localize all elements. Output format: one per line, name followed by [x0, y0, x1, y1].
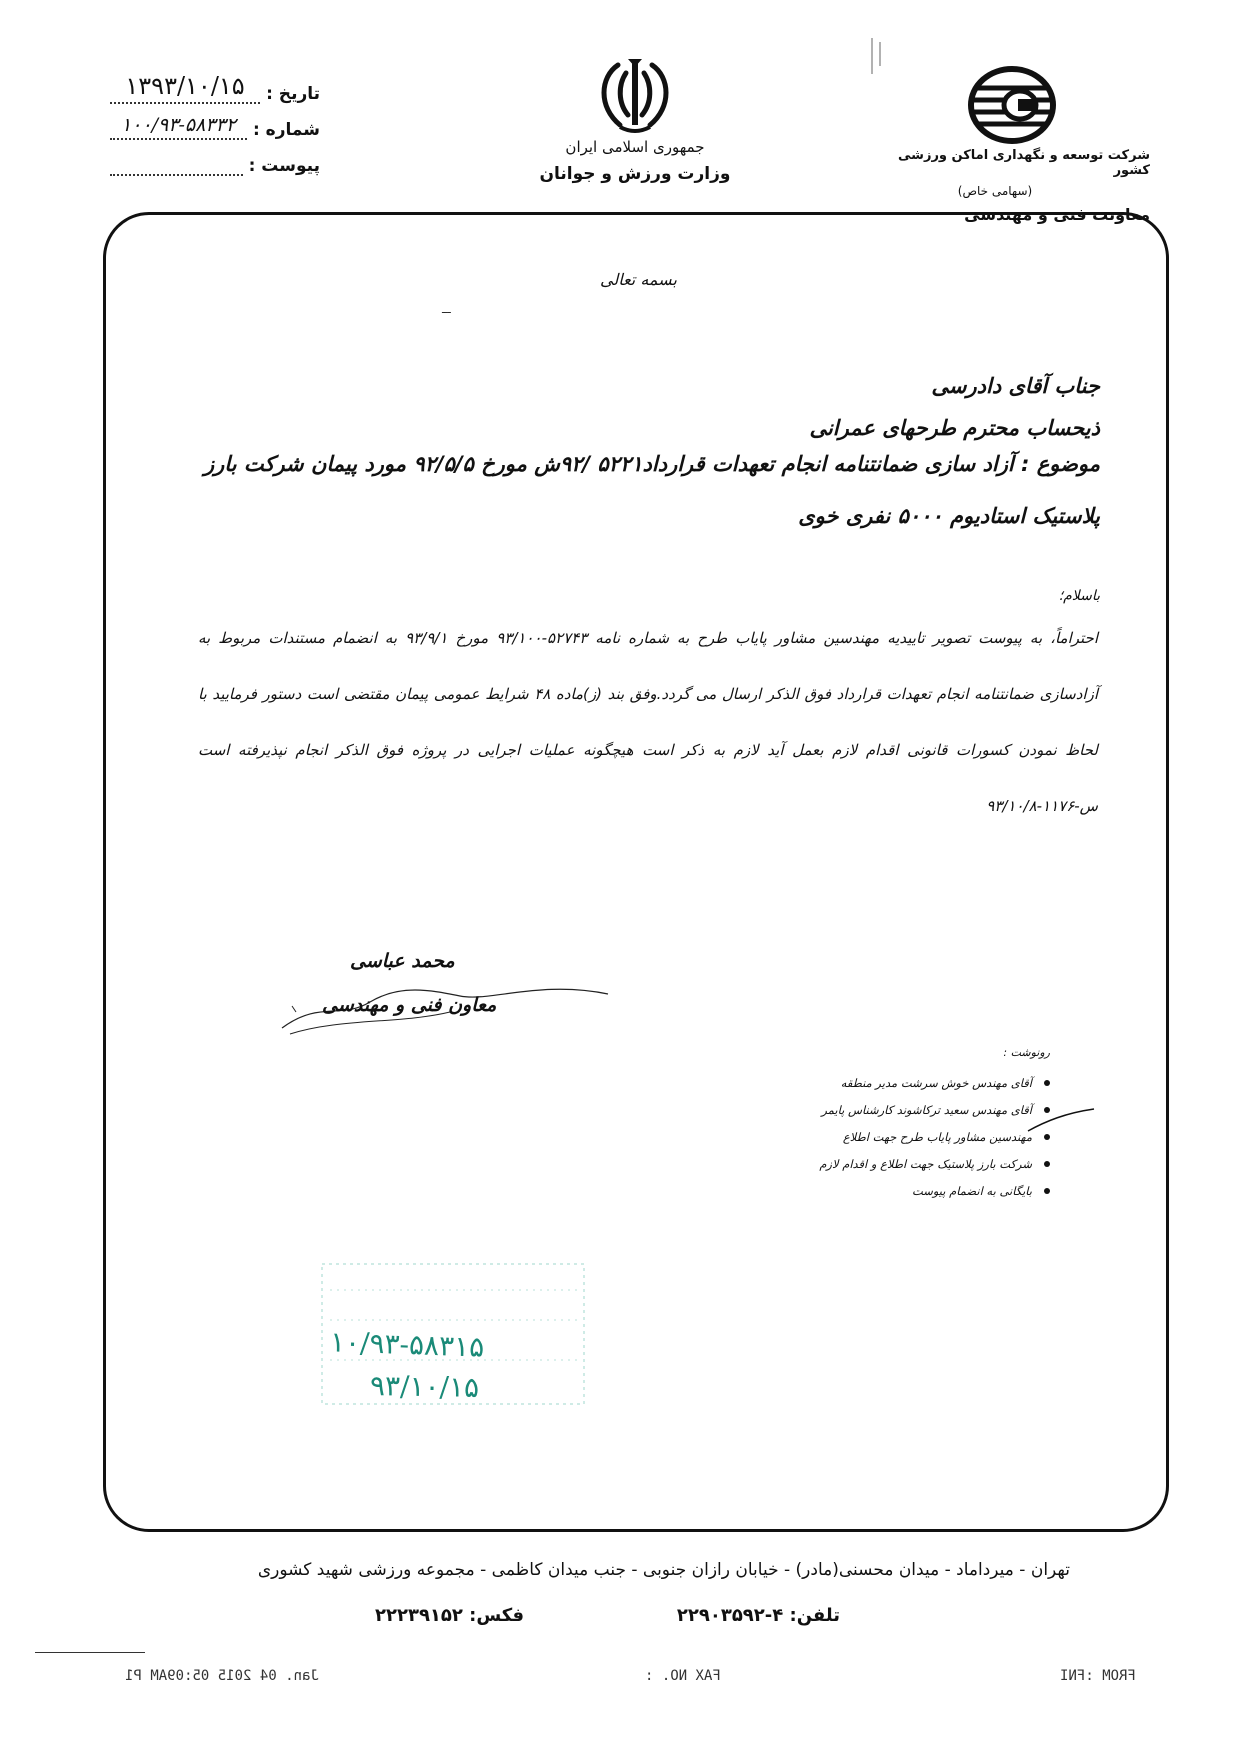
fax-timestamp: Jan. 04 2015 05:09AM P1	[125, 1668, 319, 1684]
check-mark-icon	[1026, 1105, 1096, 1135]
fax-divider	[35, 1652, 145, 1653]
recipient-name: جناب آقای دادرسی	[931, 374, 1100, 398]
number-value: ۱۰۰/۹۳-۵۸۳۳۲	[110, 114, 247, 140]
footer-fax: فکس: ۲۲۲۳۹۱۵۲	[375, 1605, 525, 1626]
attachment-label: پیوست :	[248, 156, 320, 176]
subject: موضوع : آزاد سازی ضمانتنامه انجام تعهدات قرارداد۵۲۲۱ /۹۲ش مورخ ۹۲/۵/۵ مورد پیمان شرکت بارز پلاستیک استادیوم ۵۰۰۰ نفری خوی	[204, 452, 1100, 528]
date-label: تاریخ :	[266, 84, 320, 104]
bullet-icon	[1044, 1188, 1050, 1194]
stamp-date: ۹۳/۱۰/۱۵	[369, 1369, 480, 1404]
gov-name: جمهوری اسلامی ایران	[565, 138, 705, 156]
date-value: ۱۳۹۳/۱۰/۱۵	[110, 72, 260, 104]
bullet-icon	[1044, 1080, 1050, 1086]
margin-mark	[868, 38, 886, 78]
recipient	[809, 365, 1100, 449]
cc-heading: رونوشت :	[1003, 1046, 1050, 1059]
signatory-title: معاون فنی و مهندسی	[322, 994, 497, 1016]
fax-header-strip	[125, 1668, 1175, 1694]
iran-emblem-icon	[590, 55, 680, 137]
letter-body: احتراماً، به پیوست تصویر تاییدیه مهندسین مشاور پایاب طرح به شماره نامه ۵۲۷۴۳-۹۳/۱۰۰ مورخ ۹۳/۹/۱ به انضمام مستندات مربوط به آزادسازی ضمانتنامه انجام تعهدات قرارداد فوق الذکر ارسال می گردد.وفق بند (ز)ماده ۴۸ شرایط عمومی پیمان مقتضی است دستور فرمایید با لحاظ نمودن کسورات قانونی اقدام لازم بعمل آید لازم به ذکر است هیچگونه عملیات اجرایی در پروژه فوق الذکر انجام نپذیرفته است س-۱۱۷۶-۹۳/۱۰/۸	[198, 629, 1098, 815]
fax-number-label: FAX NO. :	[645, 1668, 721, 1684]
company-name: شرکت توسعه و نگهداری اماکن ورزشی کشور	[898, 148, 1150, 178]
cc-list	[720, 1046, 1050, 1204]
bismillah: بسمه تعالی	[600, 270, 677, 289]
cc-item: آقای مهندس خوش سرشت مدیر منطقه	[720, 1069, 1050, 1096]
number-row	[110, 104, 320, 140]
cc-item: بایگانی به انضمام پیوست	[720, 1177, 1050, 1204]
greeting: باسلام؛	[1058, 588, 1100, 604]
number-label: شماره :	[252, 120, 320, 140]
cc-item: شرکت بارز پلاستیک جهت اطلاع و اقدام لازم	[720, 1150, 1050, 1177]
date-row	[110, 68, 320, 104]
signatory-name: محمد عباسی	[350, 950, 455, 972]
cc-item: آقای مهندس سعید ترکاشوند کارشناس پایمر	[720, 1096, 1050, 1123]
stamp-number: ۱۰/۹۳-۵۸۳۱۵	[329, 1325, 485, 1364]
ministry-heading	[520, 138, 750, 184]
letter-meta	[110, 68, 320, 176]
footer-address: تهران - میرداماد - میدان محسنی(مادر) - خیابان رازان جنوبی - جنب میدان کاظمی - مجموعه ورزشی شهید کشوری	[257, 1560, 1070, 1580]
initial-mark: ـــ	[442, 305, 451, 316]
footer-contacts	[375, 1605, 840, 1626]
ministry-name: وزارت ورزش و جوانان	[539, 164, 731, 184]
cc-item: مهندسین مشاور پایاب طرح جهت اطلاع	[720, 1123, 1050, 1150]
bullet-icon	[1044, 1161, 1050, 1167]
company-logo-icon	[968, 66, 1056, 144]
attachment-row	[110, 140, 320, 176]
recipient-title: ذیحساب محترم طرحهای عمرانی	[809, 416, 1100, 440]
company-type: (سهامی خاص)	[957, 184, 1033, 198]
footer-phone: تلفن: ۴-۲۲۹۰۳۵۹۲	[676, 1605, 840, 1626]
department-name: معاونت فنی و مهندسی	[964, 205, 1150, 224]
attachment-value	[110, 172, 243, 176]
fax-sender: FROM :FNI	[1060, 1668, 1136, 1684]
